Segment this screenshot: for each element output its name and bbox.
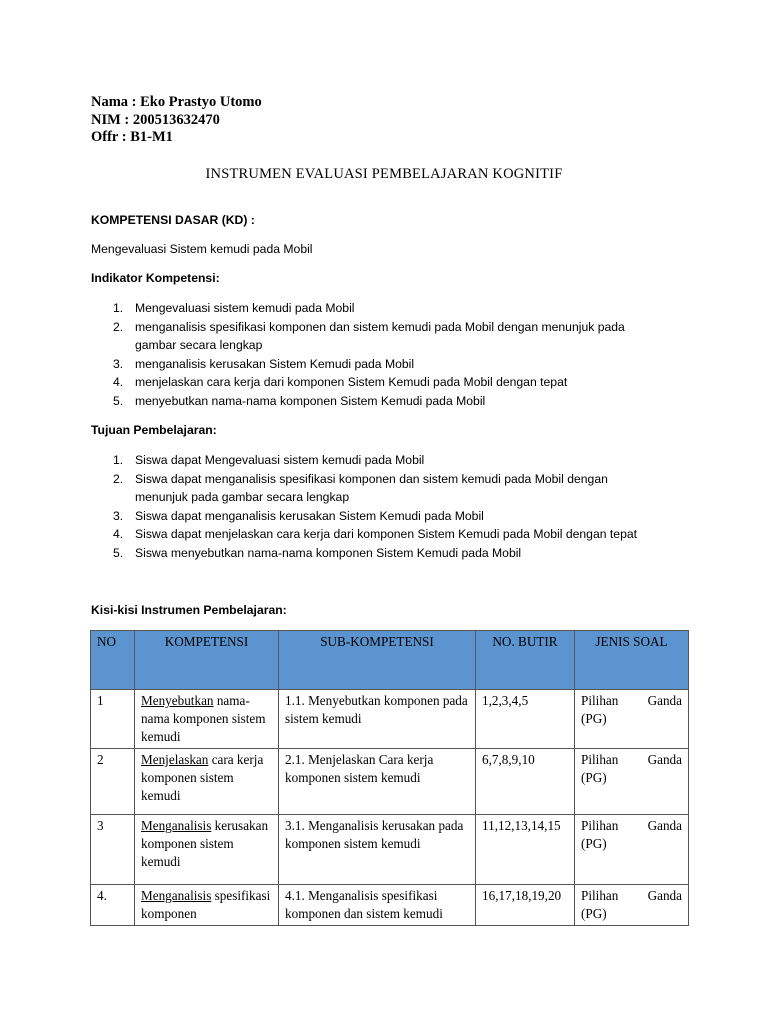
cell-kompetensi: Menyebutkan nama-nama komponen sistem kemudi — [135, 690, 279, 749]
cell-jenis-soal: Pilihan Ganda (PG) — [575, 815, 689, 885]
table-header-row — [91, 631, 689, 690]
list-item: 5. Siswa menyebutkan nama-nama komponen Sistem Kemudi pada Mobil — [113, 545, 522, 560]
kd-text: Mengevaluasi Sistem kemudi pada Mobil — [91, 242, 313, 256]
cell-kompetensi: Menganalisis spesifikasi komponen — [135, 885, 279, 926]
cell-kompetensi: Menjelaskan cara kerja komponen sistem kemudi — [135, 749, 279, 815]
col-header-no-butir: NO. BUTIR — [476, 631, 575, 690]
kd-heading: KOMPETENSI DASAR (KD) : — [91, 213, 255, 227]
kisi-heading: Kisi-kisi Instrumen Pembelajaran: — [91, 603, 287, 617]
cell-no-butir: 1,2,3,4,5 — [476, 690, 575, 749]
cell-no-butir: 6,7,8,9,10 — [476, 749, 575, 815]
indikator-heading: Indikator Kompetensi: — [91, 271, 220, 285]
cell-sub-kompetensi: 3.1. Menganalisis kerusakan pada komponen sistem kemudi — [279, 815, 476, 885]
list-item: 3. menganalisis kerusakan Sistem Kemudi pada Mobil — [113, 356, 415, 371]
table-row — [91, 815, 689, 885]
col-header-no: NO — [91, 631, 135, 690]
cell-jenis-soal: Pilihan Ganda (PG) — [575, 690, 689, 749]
cell-jenis-soal: Pilihan Ganda (PG) — [575, 749, 689, 815]
col-header-sub-kompetensi: SUB-KOMPETENSI — [279, 631, 476, 690]
cell-kompetensi: Menganalisis kerusakan komponen sistem kemudi — [135, 815, 279, 885]
tujuan-heading: Tujuan Pembelajaran: — [91, 423, 217, 437]
cell-no: 1 — [91, 690, 135, 749]
list-item: 4. Siswa dapat menjelaskan cara kerja dari komponen Sistem Kemudi pada Mobil dengan tepat — [113, 527, 638, 541]
cell-jenis-soal: Pilihan Ganda (PG) — [575, 885, 689, 926]
list-item: 2. menganalisis spesifikasi komponen dan sistem kemudi pada Mobil dengan menunjuk pada gambar secara lengkap — [113, 319, 625, 352]
kisi-kisi-table — [90, 630, 689, 926]
col-header-kompetensi: KOMPETENSI — [135, 631, 279, 690]
list-item: 1. Mengevaluasi sistem kemudi pada Mobil — [113, 301, 355, 315]
list-item: 4. menjelaskan cara kerja dari komponen Sistem Kemudi pada Mobil dengan tepat — [113, 375, 568, 389]
cell-no-butir: 16,17,18,19,20 — [476, 885, 575, 926]
cell-no: 4. — [91, 885, 135, 926]
student-name: Nama : Eko Prastyo Utomo — [91, 94, 262, 110]
student-offering: Offr : B1-M1 — [91, 129, 173, 145]
cell-no: 2 — [91, 749, 135, 815]
indikator-list — [91, 299, 711, 410]
list-item: 2. Siswa dapat menganalisis spesifikasi komponen dan sistem kemudi pada Mobil dengan menunjuk pada gambar secara lengkap — [113, 471, 608, 504]
cell-no-butir: 11,12,13,14,15 — [476, 815, 575, 885]
list-item: 5. menyebutkan nama-nama komponen Sistem Kemudi pada Mobil — [113, 393, 486, 408]
table-row — [91, 885, 689, 926]
student-nim: NIM : 200513632470 — [91, 111, 220, 128]
tujuan-list — [91, 451, 711, 562]
table-row — [91, 749, 689, 815]
list-item: 3. Siswa dapat menganalisis kerusakan Sistem Kemudi pada Mobil — [113, 508, 484, 523]
cell-sub-kompetensi: 2.1. Menjelaskan Cara kerja komponen sistem kemudi — [279, 749, 476, 815]
cell-sub-kompetensi: 4.1. Menganalisis spesifikasi komponen dan sistem kemudi — [279, 885, 476, 926]
cell-no: 3 — [91, 815, 135, 885]
document-title: INSTRUMEN EVALUASI PEMBELAJARAN KOGNITIF — [205, 166, 563, 182]
cell-sub-kompetensi: 1.1. Menyebutkan komponen pada sistem kemudi — [279, 690, 476, 749]
col-header-jenis-soal: JENIS SOAL — [575, 631, 689, 690]
table-row — [91, 690, 689, 749]
list-item: 1. Siswa dapat Mengevaluasi sistem kemudi pada Mobil — [113, 453, 425, 467]
student-info — [91, 94, 262, 147]
